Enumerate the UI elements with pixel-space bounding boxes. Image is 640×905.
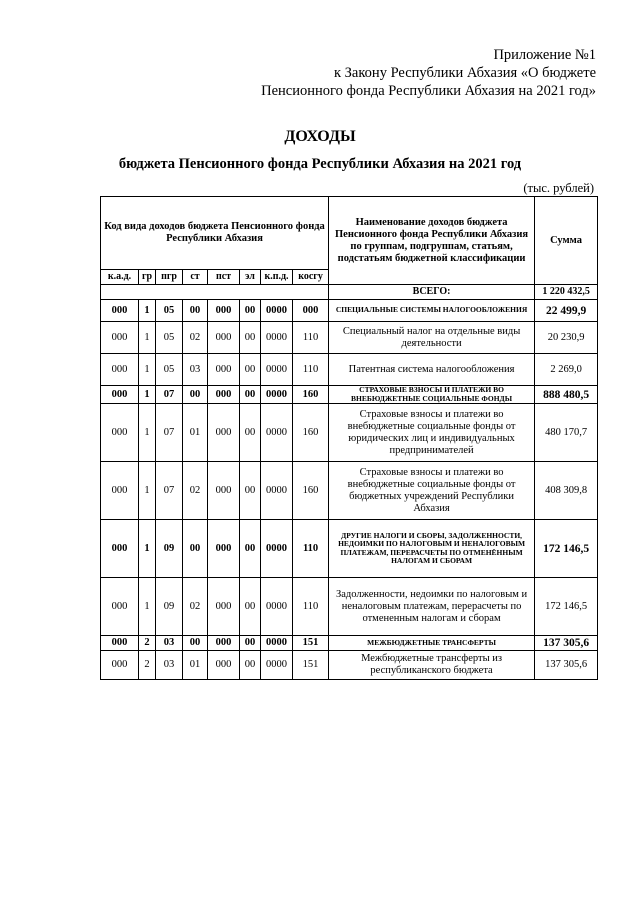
revenue-name-cell: СПЕЦИАЛЬНЫЕ СИСТЕМЫ НАЛОГООБЛОЖЕНИЯ (329, 300, 535, 322)
table-row (101, 520, 598, 578)
code-cell-kpd: 0000 (261, 322, 293, 354)
code-cell-el: 00 (240, 636, 261, 651)
revenue-name-cell: Специальный налог на отдельные виды деятельности (329, 322, 535, 354)
code-cell-el: 00 (240, 404, 261, 462)
table-row (101, 300, 598, 322)
sum-cell: 888 480,5 (535, 386, 598, 404)
code-header: Код вида доходов бюджета Пенсионного фонда Республики Абхазия (101, 197, 329, 270)
code-cell-kad: 000 (101, 386, 139, 404)
appendix-note (261, 46, 596, 100)
code-cell-kpd: 0000 (261, 462, 293, 520)
revenue-name-cell: Страховые взносы и платежи во внебюджетные социальные фонды от бюджетных учреждений Республики Абхазия (329, 462, 535, 520)
col-header-pst: пст (208, 270, 240, 285)
sum-cell: 20 230,9 (535, 322, 598, 354)
code-cell-st: 00 (183, 300, 208, 322)
code-cell-pgr: 03 (156, 636, 183, 651)
code-cell-gr: 1 (139, 386, 156, 404)
code-cell-kad: 000 (101, 404, 139, 462)
code-cell-pgr: 05 (156, 354, 183, 386)
code-cell-kad: 000 (101, 578, 139, 636)
code-cell-kad: 000 (101, 322, 139, 354)
code-cell-gr: 1 (139, 322, 156, 354)
code-cell-kad: 000 (101, 354, 139, 386)
code-cell-pgr: 07 (156, 404, 183, 462)
code-cell-kpd: 0000 (261, 300, 293, 322)
revenue-name-cell: ДРУГИЕ НАЛОГИ И СБОРЫ, ЗАДОЛЖЕННОСТИ, НЕДОИМКИ ПО НАЛОГОВЫМ И НЕНАЛОГОВЫМ ПЛАТЕЖАМ, ПЕРЕРАСЧЕТЫ ПО ОТМЕНЁННЫМ НАЛОГАМ И СБОРАМ (329, 520, 535, 578)
code-cell-st: 02 (183, 322, 208, 354)
sum-cell: 172 146,5 (535, 520, 598, 578)
code-cell-kosgu: 160 (293, 404, 329, 462)
code-cell-pst: 000 (208, 386, 240, 404)
col-header-gr: гр (139, 270, 156, 285)
table-row (101, 462, 598, 520)
code-cell-gr: 2 (139, 636, 156, 651)
code-cell-st: 01 (183, 404, 208, 462)
code-cell-pst: 000 (208, 462, 240, 520)
sum-header: Сумма (535, 197, 598, 285)
code-cell-kpd: 0000 (261, 520, 293, 578)
code-cell-st: 03 (183, 354, 208, 386)
code-cell-gr: 2 (139, 651, 156, 680)
revenue-table (100, 196, 598, 680)
table-row (101, 578, 598, 636)
code-cell-kad: 000 (101, 651, 139, 680)
code-cell-gr: 1 (139, 404, 156, 462)
code-cell-el: 00 (240, 578, 261, 636)
header-spacer (101, 285, 329, 300)
code-cell-pgr: 09 (156, 520, 183, 578)
code-cell-kpd: 0000 (261, 578, 293, 636)
code-cell-kosgu: 110 (293, 520, 329, 578)
code-cell-kpd: 0000 (261, 651, 293, 680)
total-value: 1 220 432,5 (535, 285, 598, 300)
code-cell-kosgu: 110 (293, 578, 329, 636)
sum-cell: 137 305,6 (535, 636, 598, 651)
code-cell-kosgu: 110 (293, 322, 329, 354)
sum-cell: 172 146,5 (535, 578, 598, 636)
table-row (101, 322, 598, 354)
units-note: (тыс. рублей) (523, 181, 594, 195)
appendix-line-2: к Закону Республики Абхазия «О бюджете (334, 65, 596, 81)
col-header-kpd: к.п.д. (261, 270, 293, 285)
code-cell-gr: 1 (139, 300, 156, 322)
code-cell-gr: 1 (139, 578, 156, 636)
col-header-kad: к.а.д. (101, 270, 139, 285)
code-cell-kosgu: 151 (293, 636, 329, 651)
revenue-name-cell: СТРАХОВЫЕ ВЗНОСЫ И ПЛАТЕЖИ ВО ВНЕБЮДЖЕТНЫЕ СОЦИАЛЬНЫЕ ФОНДЫ (329, 386, 535, 404)
code-cell-pst: 000 (208, 404, 240, 462)
code-cell-pst: 000 (208, 651, 240, 680)
code-cell-el: 00 (240, 354, 261, 386)
code-cell-pst: 000 (208, 636, 240, 651)
code-cell-pst: 000 (208, 578, 240, 636)
table-row (101, 386, 598, 404)
appendix-line-3: Пенсионного фонда Республики Абхазия на 2021 год» (261, 83, 596, 99)
code-cell-kosgu: 151 (293, 651, 329, 680)
code-cell-st: 02 (183, 462, 208, 520)
sum-cell: 2 269,0 (535, 354, 598, 386)
col-header-pgr: пгр (156, 270, 183, 285)
revenue-name-cell: МЕЖБЮДЖЕТНЫЕ ТРАНСФЕРТЫ (329, 636, 535, 651)
col-header-el: эл (240, 270, 261, 285)
col-header-kosgu: косгу (293, 270, 329, 285)
code-cell-kpd: 0000 (261, 404, 293, 462)
code-cell-gr: 1 (139, 354, 156, 386)
code-cell-kad: 000 (101, 636, 139, 651)
code-cell-pgr: 09 (156, 578, 183, 636)
revenue-name-cell: Межбюджетные трансферты из республиканского бюджета (329, 651, 535, 680)
code-cell-st: 00 (183, 386, 208, 404)
code-cell-kad: 000 (101, 462, 139, 520)
document-title: ДОХОДЫ (284, 128, 356, 145)
code-cell-el: 00 (240, 462, 261, 520)
code-cell-pgr: 05 (156, 322, 183, 354)
code-cell-pgr: 07 (156, 386, 183, 404)
code-cell-kosgu: 160 (293, 462, 329, 520)
name-header: Наименование доходов бюджета Пенсионного фонда Республики Абхазия по группам, подгруппам, статьям, подстатьям бюджетной классификации (329, 197, 535, 285)
total-label: ВСЕГО: (329, 285, 535, 300)
code-cell-kosgu: 000 (293, 300, 329, 322)
code-cell-kpd: 0000 (261, 636, 293, 651)
revenue-name-cell: Страховые взносы и платежи во внебюджетные социальные фонды от юридических лиц и индивидуальных предпринимателей (329, 404, 535, 462)
table-row (101, 636, 598, 651)
code-cell-st: 02 (183, 578, 208, 636)
code-cell-pst: 000 (208, 322, 240, 354)
code-cell-st: 01 (183, 651, 208, 680)
table-body (101, 300, 598, 680)
code-cell-kad: 000 (101, 520, 139, 578)
code-cell-pst: 000 (208, 520, 240, 578)
code-cell-gr: 1 (139, 462, 156, 520)
sum-cell: 22 499,9 (535, 300, 598, 322)
code-cell-kosgu: 110 (293, 354, 329, 386)
code-cell-kad: 000 (101, 300, 139, 322)
sum-cell: 480 170,7 (535, 404, 598, 462)
sum-cell: 137 305,6 (535, 651, 598, 680)
code-cell-pgr: 03 (156, 651, 183, 680)
revenue-name-cell: Патентная система налогообложения (329, 354, 535, 386)
revenue-name-cell: Задолженности, недоимки по налоговым и неналоговым платежам, перерасчеты по отмененным налогам и сборам (329, 578, 535, 636)
code-cell-pst: 000 (208, 354, 240, 386)
table-row (101, 651, 598, 680)
code-cell-el: 00 (240, 386, 261, 404)
table-row (101, 404, 598, 462)
appendix-line-1: Приложение №1 (493, 47, 596, 63)
code-cell-st: 00 (183, 636, 208, 651)
code-cell-pgr: 07 (156, 462, 183, 520)
code-cell-el: 00 (240, 520, 261, 578)
code-cell-el: 00 (240, 322, 261, 354)
document-subtitle: бюджета Пенсионного фонда Республики Абхазия на 2021 год (118, 156, 522, 172)
code-cell-el: 00 (240, 300, 261, 322)
code-cell-st: 00 (183, 520, 208, 578)
table-row (101, 354, 598, 386)
code-cell-pgr: 05 (156, 300, 183, 322)
code-cell-gr: 1 (139, 520, 156, 578)
code-cell-kosgu: 160 (293, 386, 329, 404)
code-cell-kpd: 0000 (261, 354, 293, 386)
code-cell-el: 00 (240, 651, 261, 680)
code-cell-pst: 000 (208, 300, 240, 322)
code-cell-kpd: 0000 (261, 386, 293, 404)
col-header-st: ст (183, 270, 208, 285)
sum-cell: 408 309,8 (535, 462, 598, 520)
